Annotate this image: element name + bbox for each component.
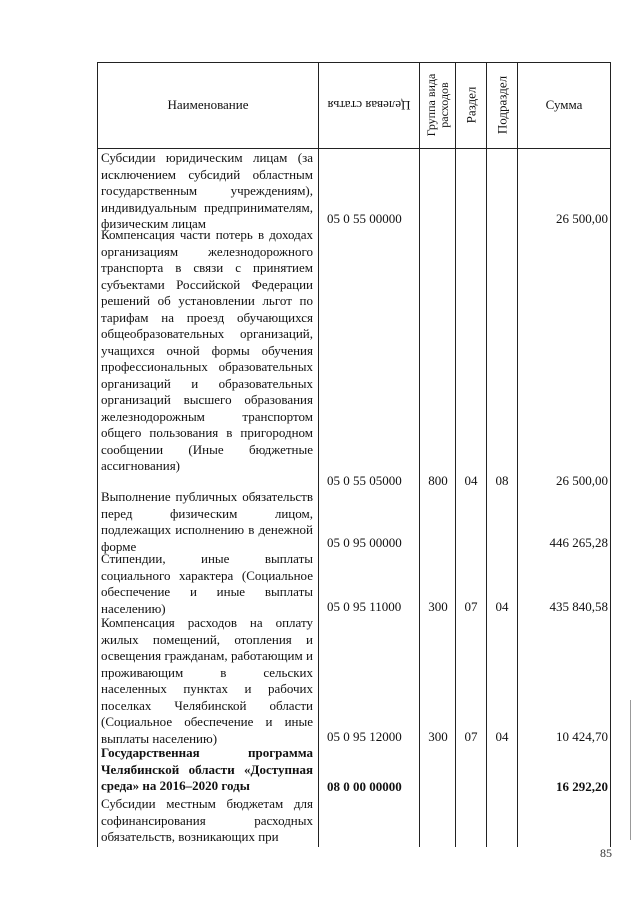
col-divider-code (419, 62, 420, 847)
row-name: Компенсация части потерь в доходах организациям железнодорожного транспорта в связи с принятием субъектами Российской Федерации решений об установлении льгот по тарифам на проезд обучающихся общеобразовательных организаций, учащихся очной формы обучения профессиональных образовательных организаций и образовательных организаций высшего образования железнодорожным транспортом общего пользования в пригородном сообщении (Иные бюджетные ассигнования) (101, 227, 313, 473)
row-name: Субсидии местным бюджетам для софинансирования расходных обязательств, возникающих при (101, 796, 313, 844)
row-sum: 446 265,28 (549, 535, 608, 550)
row-code: 05 0 95 00000 (327, 535, 402, 550)
header-sum: Сумма (545, 97, 583, 112)
row-group: 800 (428, 473, 448, 488)
row-sum: 26 500,00 (556, 211, 608, 226)
table-right-border (610, 62, 611, 847)
header-target-article: Целевая статья (327, 98, 411, 113)
row-name: Выполнение публичных обязательств перед физическим лицом, подлежащих исполнению в денежной форме (101, 489, 313, 554)
table-left-border (97, 62, 98, 847)
row-code: 05 0 95 11000 (327, 599, 402, 614)
row-name: Субсидии юридическим лицам (за исключением субсидий областным государственным учреждениям), индивидуальным предпринимателям, физическим лицам (101, 150, 313, 231)
row-name: Стипендии, иные выплаты социального характера (Социальное обеспечение и иные выплаты населению) (101, 551, 313, 616)
row-section: 04 (464, 473, 478, 488)
row-group: 300 (428, 729, 448, 744)
scan-margin-mark (630, 700, 631, 840)
row-sum: 26 500,00 (556, 473, 608, 488)
row-section: 07 (464, 729, 478, 744)
row-name: Государственная программа Челябинской области «Доступная среда» на 2016–2020 годы (101, 745, 313, 793)
row-code: 05 0 55 05000 (327, 473, 402, 488)
row-group: 300 (428, 599, 448, 614)
col-divider-name (318, 62, 319, 847)
col-divider-subsection (517, 62, 518, 847)
row-subsection: 04 (495, 599, 509, 614)
header-expense-group: Группа вида расходов (423, 73, 451, 137)
row-subsection: 08 (495, 473, 509, 488)
row-sum: 435 840,58 (549, 599, 608, 614)
row-name: Компенсация расходов на оплату жилых помещений, отопления и освещения гражданам, работающим и проживающим в сельских населенных пунктах и рабочих поселках Челябинской области (Социальное обеспечение и иные выплаты населению) (101, 615, 313, 746)
row-code: 05 0 95 12000 (327, 729, 402, 744)
header-subsection: Подраздел (494, 75, 510, 135)
page-number: 85 (600, 846, 612, 860)
row-sum: 16 292,20 (556, 779, 608, 794)
header-section: Раздел (463, 86, 479, 124)
header-name: Наименование (167, 97, 249, 112)
row-sum: 10 424,70 (556, 729, 608, 744)
row-code: 08 0 00 00000 (327, 779, 402, 794)
row-subsection: 04 (495, 729, 509, 744)
row-section: 07 (464, 599, 478, 614)
row-code: 05 0 55 00000 (327, 211, 402, 226)
